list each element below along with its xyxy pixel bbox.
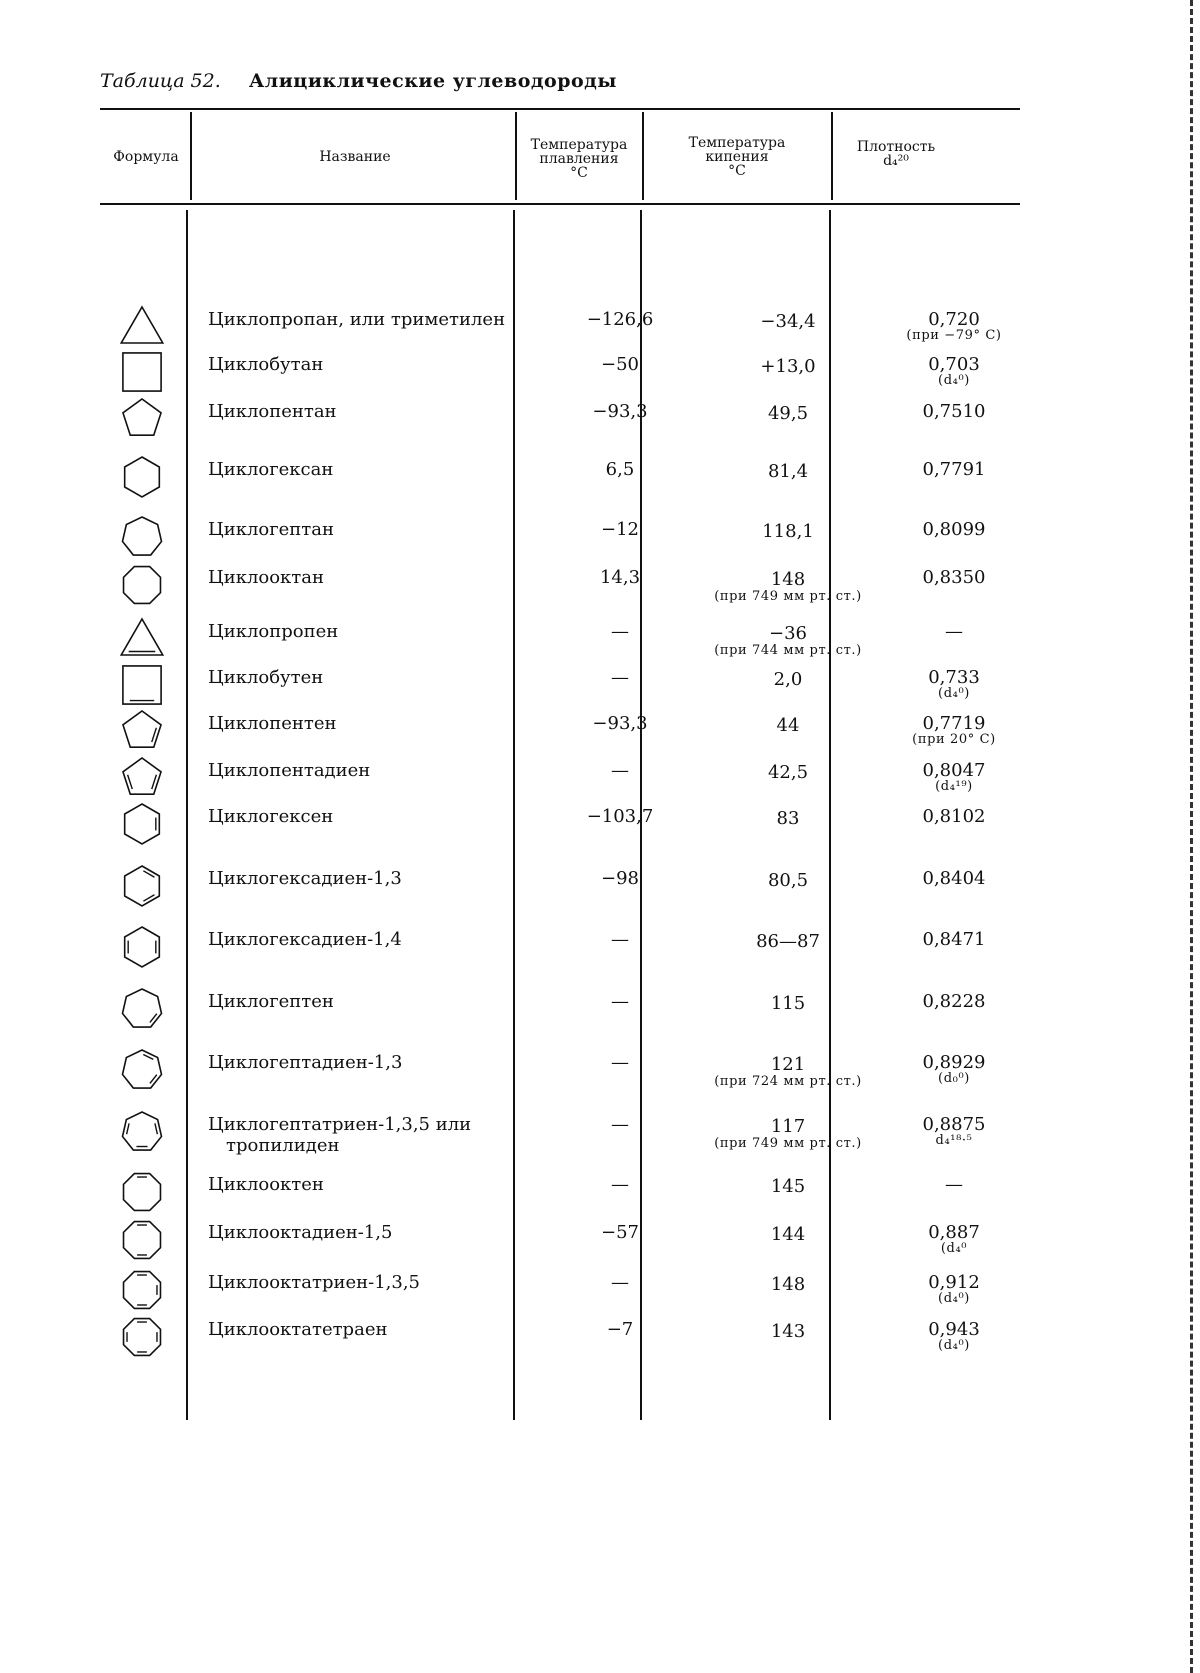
cyclooctadiene-icon [120,1218,164,1262]
density [888,569,1020,587]
table-row [100,756,1020,806]
table-row [100,802,1020,852]
table-row [100,350,1020,400]
table-row [100,987,1020,1037]
melting-point: — [611,621,629,642]
cyclohexadiene-14-icon [120,925,164,969]
boiling-point-value: 145 [770,1176,806,1197]
cyclobutene-icon [120,663,164,707]
table-caption [100,70,617,92]
density-note: (при 20° С) [912,732,996,747]
boiling-point [688,461,888,482]
boiling-point-value: +13,0 [760,356,816,377]
boiling-point [688,623,888,657]
melting-point: — [611,760,629,781]
boiling-point [688,1274,888,1295]
cyclohexene-icon [120,802,164,846]
boiling-point [688,521,888,542]
density [888,1274,1020,1305]
compound-name-text: Циклооктан [208,567,324,588]
compound-name-text: Циклогексен [208,806,334,827]
table-row [100,305,1020,355]
density-value: 0,8350 [922,567,986,588]
compound-name [208,354,323,375]
table-row [100,1048,1020,1098]
melting-point: −50 [601,354,639,375]
cyclooctene-icon [120,1170,164,1214]
density-note: (d₄⁰) [938,1338,970,1353]
melting-point: — [611,929,629,950]
density-value: 0,8228 [922,991,986,1012]
cyclopropane-icon [120,305,164,349]
header-bottom-rule [100,203,1020,205]
compound-name-text: Циклогептан [208,519,334,540]
table-row [100,1268,1020,1318]
density [888,311,1020,342]
compound-name-text: Циклопропан, или триметилен [208,309,506,330]
caption-lead: Таблица 52. [100,70,221,92]
cycloheptane-icon [120,515,164,559]
compound-name [208,1052,402,1073]
compound-name [208,401,337,422]
melting-point: — [611,1272,629,1293]
compound-name-text: Циклопентен [208,713,337,734]
density-note: (при −79° С) [906,328,1002,343]
density-value: 0,703 [928,354,980,375]
header-boiling-line: °C [728,163,746,179]
melting-point: — [611,1114,629,1135]
boiling-point-value: 118,1 [762,521,814,542]
density-value: 0,8929 [922,1052,986,1073]
compound-name-text: Циклогексадиен-1,3 [208,868,402,889]
melting-point: — [611,1174,629,1195]
boiling-point-value: −34,4 [760,311,816,332]
melting-point: −93,3 [592,401,648,422]
boiling-point-value: 117 [770,1116,806,1137]
melting-point: 6,5 [605,459,635,480]
boiling-point-value: −36 [769,623,807,644]
density-value: 0,720 [928,309,980,330]
cycloheptene-icon [120,987,164,1031]
compound-name-text: Циклогексан [208,459,334,480]
density [888,1176,1020,1194]
table-row [100,864,1020,914]
boiling-point [688,669,888,690]
boiling-point-value: 81,4 [767,461,809,482]
compound-name [208,991,334,1012]
density [888,1054,1020,1085]
cyclopentene-icon [120,709,164,753]
header-boiling-line: кипения [705,149,769,165]
density-note: (d₀⁰) [938,1071,970,1086]
boiling-point-value: 42,5 [767,762,809,783]
boiling-point [688,715,888,736]
boiling-point [688,1116,888,1150]
density [888,403,1020,421]
density-value: 0,887 [928,1222,980,1243]
page-edge [1190,0,1193,1673]
table-row [100,663,1020,713]
density [888,762,1020,793]
melting-point: −103,7 [586,806,654,827]
compound-name-text: Циклооктадиен-1,5 [208,1222,393,1243]
density-value: — [945,1174,963,1195]
density [888,669,1020,700]
melting-point: −7 [606,1319,634,1340]
header-boiling-line: Температура [688,135,786,151]
density-note: (d₄⁰) [938,686,970,701]
compound-name [208,309,505,330]
table-row [100,709,1020,759]
density-note: d₄¹⁸·⁵ [935,1133,973,1148]
cyclopropene-icon [120,617,164,661]
cyclooctatetraene-icon [120,1315,164,1359]
header-melting [517,138,641,180]
density-note: (d₄⁰) [938,373,970,388]
density-value: 0,8047 [922,760,986,781]
boiling-point [688,569,888,603]
compound-name [208,1272,420,1293]
density [888,461,1020,479]
density-value: 0,8099 [922,519,986,540]
density-note: (d₄⁰ [940,1241,968,1256]
boiling-point-note: (при 749 мм рт. ст.) [714,1136,862,1151]
table-row [100,1170,1020,1220]
compound-name-text: Циклогептатриен-1,3,5 или [208,1114,472,1135]
boiling-point [688,1321,888,1342]
compound-name-text: Циклооктен [208,1174,324,1195]
boiling-point [688,870,888,891]
compound-name [208,868,402,889]
boiling-point [688,356,888,377]
boiling-point [688,1054,888,1088]
melting-point: −12 [601,519,639,540]
density-note: (d₄⁰) [938,1291,970,1306]
header-melting-line: плавления [539,151,619,167]
melting-point: −93,3 [592,713,648,734]
boiling-point [688,762,888,783]
header-density-line: Плотность [856,139,936,155]
table-row [100,515,1020,565]
table-row [100,925,1020,975]
density [888,993,1020,1011]
compound-name-text: Циклогексадиен-1,4 [208,929,402,950]
compound-name-text: Циклогептадиен-1,3 [208,1052,403,1073]
density-value: 0,8875 [922,1114,986,1135]
boiling-point-note: (при 749 мм рт. ст.) [714,589,862,604]
density [888,870,1020,888]
density [888,521,1020,539]
boiling-point [688,311,888,332]
boiling-point-note: (при 724 мм рт. ст.) [714,1074,862,1089]
boiling-point-value: 115 [770,993,806,1014]
compound-name-text: Циклопропен [208,621,339,642]
density-value: 0,733 [928,667,980,688]
density [888,1321,1020,1352]
cyclooctatriene-icon [120,1268,164,1312]
compound-name [208,667,323,688]
compound-name [208,1319,387,1340]
compound-name [208,459,333,480]
header-melting-line: °C [570,165,588,181]
table-row [100,1218,1020,1268]
melting-point: −57 [601,1222,639,1243]
boiling-point-value: 83 [776,808,800,829]
compound-name-text: Циклогептен [208,991,334,1012]
table-row [100,617,1020,667]
compound-name-text: Циклобутан [208,354,324,375]
table-row [100,455,1020,505]
boiling-point [688,403,888,424]
compound-name [208,929,402,950]
melting-point: 14,3 [599,567,641,588]
cyclohexane-icon [120,455,164,499]
density [888,1224,1020,1255]
cycloheptadiene-icon [120,1048,164,1092]
compound-name-text: Циклопентан [208,401,337,422]
density-value: — [945,621,963,642]
cyclobutane-icon [120,350,164,394]
compound-name [208,760,370,781]
compound-name-text: Циклопентадиен [208,760,371,781]
density-value: 0,7791 [922,459,986,480]
header-divider [190,112,192,200]
compound-name [208,1174,324,1195]
boiling-point [688,1176,888,1197]
density-value: 0,7510 [922,401,986,422]
melting-point: — [611,667,629,688]
header-formula: Формула [113,149,179,165]
compound-name [208,621,338,642]
boiling-point-value: 148 [770,569,806,590]
boiling-point [688,931,888,952]
boiling-point [688,993,888,1014]
density-value: 0,8404 [922,868,986,889]
table-row [100,1315,1020,1365]
compound-name-text: Циклооктатриен-1,3,5 [208,1272,421,1293]
boiling-point [688,808,888,829]
table-row [100,1110,1020,1160]
cycloheptatriene-icon [120,1110,164,1154]
header-boiling [644,136,830,178]
compound-name [208,713,336,734]
cyclooctane-icon [120,563,164,607]
cyclohexadiene-13-icon [120,864,164,908]
density-value: 0,7719 [922,713,986,734]
compound-name [208,1114,471,1156]
cyclopentane-icon [120,397,164,441]
compound-name [208,1222,392,1243]
compound-name [208,567,324,588]
melting-point: — [611,1052,629,1073]
table-top-rule [100,108,1020,110]
density-note: (d₄¹⁹) [935,779,973,794]
compound-name-text: Циклобутен [208,667,324,688]
compound-name [208,806,333,827]
density-value: 0,912 [928,1272,980,1293]
melting-point: — [611,991,629,1012]
density [888,1116,1020,1147]
boiling-point-value: 148 [770,1274,806,1295]
boiling-point-value: 143 [770,1321,806,1342]
melting-point: −98 [601,868,639,889]
density-value: 0,8471 [922,929,986,950]
density-value: 0,943 [928,1319,980,1340]
header-density [833,140,959,168]
density-value: 0,8102 [922,806,986,827]
header-melting-line: Температура [530,137,628,153]
density [888,808,1020,826]
compound-name-text: Циклооктатетраен [208,1319,388,1340]
density [888,931,1020,949]
table-row [100,563,1020,613]
boiling-point-value: 2,0 [773,669,803,690]
header-name: Название [319,149,391,165]
compound-name-cont: тропилиден [226,1135,340,1156]
boiling-point-value: 80,5 [767,870,809,891]
boiling-point-value: 44 [776,715,800,736]
boiling-point-value: 121 [770,1054,806,1075]
boiling-point-value: 86—87 [756,931,820,952]
melting-point: −126,6 [586,309,654,330]
boiling-point-value: 144 [770,1224,806,1245]
boiling-point [688,1224,888,1245]
cyclopentadiene-icon [120,756,164,800]
compound-name [208,519,334,540]
density [888,623,1020,641]
caption-title: Алициклические углеводороды [248,70,617,92]
boiling-point-value: 49,5 [767,403,809,424]
boiling-point-note: (при 744 мм рт. ст.) [714,643,862,658]
header-density-line: d₄²⁰ [883,153,909,169]
density [888,356,1020,387]
density [888,715,1020,746]
table-row [100,397,1020,447]
